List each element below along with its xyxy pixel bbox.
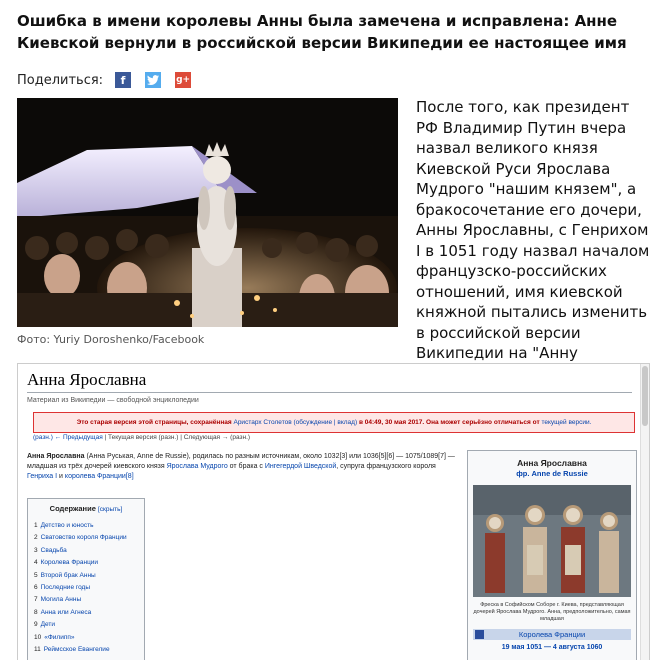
banner-prefix: Это старая версия этой страницы, сохранённая [76,419,232,426]
banner-warning: Она может серьёзно отличаться от [426,419,540,426]
lead-text-1: родилась по разным источникам, около 1032[3] или [192,453,362,460]
toc-item-number: 3 [34,546,38,554]
toc-item-label[interactable]: Дети [40,621,56,629]
infobox-title: Анна Ярославна [517,458,587,468]
lead-mother-link[interactable]: Ингегердой Шведской [264,463,337,470]
wiki-infobox [467,450,637,660]
banner-timestamp: в 04:49, 30 мая 2017. [358,419,425,426]
french-crest-icon [475,630,484,639]
toc-item-label[interactable]: Последние годы [40,584,91,592]
toc-list [34,520,144,656]
wiki-scrollbar[interactable] [640,364,649,660]
lead-footnote[interactable]: [8] [125,473,134,480]
toc-item[interactable] [34,570,144,582]
banner-current-link[interactable]: текущей версии. [541,419,592,426]
infobox-subtitle[interactable]: фр. Anne de Russie [516,469,588,478]
revision-nav [33,434,250,441]
toc-item-number: 10 [34,633,42,641]
night-vigil-photo [17,98,398,327]
lead-husband-link[interactable]: Генриха I [27,473,58,480]
infobox-caption: Фреска в Софийском Соборе г. Киева, представляющая дочерей Ярослава Мудрого. Анна, предположительно, самая младшая [473,602,631,622]
twitter-bird-icon [147,75,159,85]
lead-alt-name: (Анна Руськая, Anne de Russie), [86,453,191,460]
wiki-scrollbar-thumb[interactable] [642,366,648,426]
wiki-page-title: Анна Ярославна [27,370,147,389]
toc-item-label[interactable]: Реймсское Евангелие [43,646,110,654]
infobox-fresco-image[interactable] [473,485,631,597]
lead-text-5: и [59,473,63,480]
toc-item-number: 6 [34,584,38,592]
toc-item-number: 5 [34,571,38,579]
infobox-reign-dates: 19 мая 1051 — 4 августа 1060 [501,644,603,651]
wiki-lead-paragraph [27,452,455,482]
photo-caption: Фото: Yuriy Doroshenko/Facebook [17,333,205,346]
twitter-share-icon[interactable] [145,72,161,88]
article-headline: Ошибка в имени королевы Анны была замечена и исправлена: Анне Киевской вернули в российской версии Википедии ее настоящее имя [17,12,627,52]
toc-item-label[interactable]: Сватовство короля Франции [40,534,127,542]
toc-item-number: 9 [34,621,38,629]
banner-author-link[interactable]: Аристарх Столетов [233,419,292,426]
toc-item[interactable] [34,632,144,644]
infobox-section-label[interactable]: Королева Франции [518,630,586,639]
facebook-share-icon[interactable]: f [115,72,131,88]
toc-hide-link[interactable]: [скрыть] [97,506,123,513]
article-paragraph: После того, как президент РФ Владимир Путин вчера назвал великого князя Киевской Руси Ярослава Мудрого "нашим князем", а бракосочетание его дочери, Анны Ярославны, с Генрихом I в 1051 году назвал началом французско-российских отношений, имя киевской княжной пытались изменить в российской версии Википедии на "Анну [416,98,650,362]
table-of-contents [27,498,145,660]
google-plus-share-icon[interactable]: g+ [175,72,191,88]
toc-item-label[interactable]: Королева Франции [40,559,99,567]
wiki-subtitle: Материал из Википедии — свободной энциклопедии [27,397,199,404]
toc-item-label[interactable]: Свадьба [40,546,67,554]
lead-queen-link[interactable]: королева Франции [64,473,126,480]
toc-item[interactable] [34,607,144,619]
toc-item[interactable] [34,644,144,656]
toc-item[interactable] [34,619,144,631]
lead-text-4: , супруга французского короля [336,463,436,470]
toc-item-label[interactable]: Могила Анны [40,596,82,604]
toc-item-number: 4 [34,559,38,567]
banner-user-links[interactable]: (обсуждение | вклад) [293,419,358,426]
fresco-illustration [473,485,631,597]
old-revision-banner [33,412,635,433]
lead-name: Анна Ярославна [27,453,85,460]
toc-item[interactable] [34,594,144,606]
toc-item[interactable] [34,545,144,557]
toc-item-number: 2 [34,534,38,542]
wiki-title-rule [27,392,632,393]
toc-item-label[interactable]: Детство и юность [40,522,94,529]
revision-next-link[interactable]: | Следующая → (разн.) [180,434,251,441]
toc-item-label[interactable]: «Филипп» [44,633,75,641]
toc-item-number: 1 [34,522,38,529]
toc-item[interactable] [34,532,144,544]
revision-current-link[interactable]: | Текущая версия (разн.) [104,434,179,441]
article-photo [17,98,398,327]
share-label: Поделиться: [17,72,104,88]
toc-item-label[interactable]: Анна или Агнеса [40,608,92,616]
toc-item-label[interactable]: Второй брак Анны [40,571,96,579]
toc-item[interactable] [34,582,144,594]
lead-text-2: 1036[5][6] — 1075/1089[7] — младшая из трёх дочерей киевского князя [27,453,455,470]
toc-item-number: 11 [34,646,41,654]
wikipedia-screenshot [17,363,650,660]
toc-item[interactable] [34,520,144,532]
toc-item-number: 7 [34,596,38,604]
toc-heading [28,504,144,513]
toc-item[interactable] [34,557,144,569]
toc-title: Содержание [49,504,96,513]
toc-item-number: 8 [34,608,38,616]
revision-prev-link[interactable]: (разн.) ← Предыдущая [33,434,103,441]
lead-text-3: от брака с [229,463,263,470]
lead-father-link[interactable]: Ярослава Мудрого [166,463,228,470]
share-bar [17,72,205,88]
infobox-section-bar [473,629,631,640]
